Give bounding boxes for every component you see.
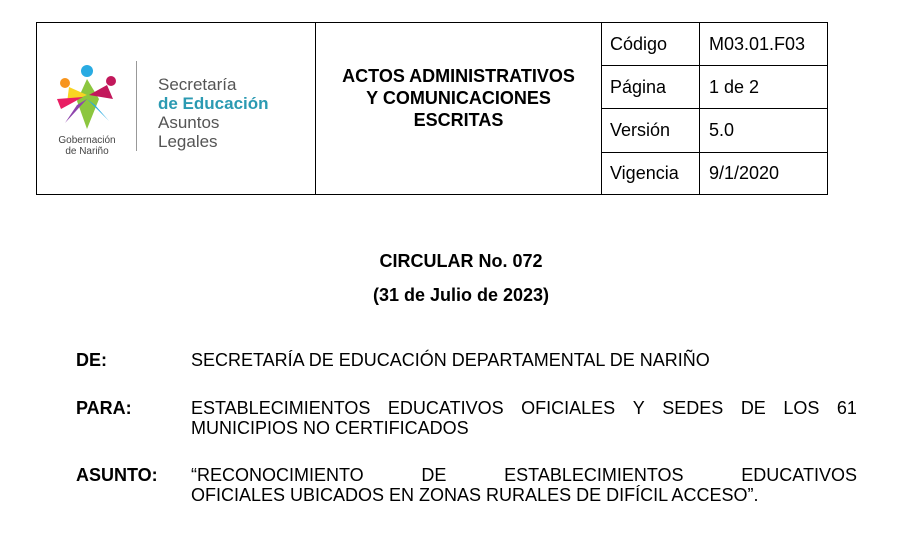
title-line2: Y COMUNICACIONES — [366, 87, 551, 108]
document-type-title — [342, 65, 575, 131]
justified-word: “RECONOCIMIENTO — [191, 465, 364, 485]
meta-value: M03.01.F03 — [709, 33, 806, 54]
justified-word: 61 — [836, 398, 857, 418]
document-metadata-grid — [602, 23, 827, 194]
logo-line2: de Educación — [158, 94, 269, 113]
field-label: ASUNTO: — [76, 465, 158, 485]
gobernacion-label — [47, 135, 127, 157]
asunto-line2: OFICIALES UBICADOS EN ZONAS RURALES DE DIFÍCIL ACCESO”. — [191, 485, 759, 505]
field-value — [191, 465, 857, 505]
justified-word: SEDES — [662, 398, 724, 418]
justified-word: OFICIALES — [521, 398, 616, 418]
meta-row-version — [602, 109, 827, 153]
para-line2: MUNICIPIOS NO CERTIFICADOS — [191, 418, 469, 438]
justified-word: EDUCATIVOS — [741, 465, 857, 485]
justified-word: LOS — [783, 398, 820, 418]
circular-date: (31 de Julio de 2023) — [372, 285, 550, 305]
meta-row-codigo — [602, 23, 827, 66]
meta-row-vigencia — [602, 153, 827, 194]
justified-word: EDUCATIVOS — [387, 398, 504, 418]
para-line1 — [191, 398, 857, 418]
meta-value: 5.0 — [709, 120, 735, 140]
meta-value: 1 de 2 — [709, 76, 760, 97]
document-type-title-cell — [316, 23, 602, 194]
asunto-line1 — [191, 465, 857, 485]
logo-cell — [37, 23, 316, 194]
title-line3: ESCRITAS — [413, 109, 504, 130]
meta-label: Versión — [602, 109, 700, 152]
justified-word: DE — [421, 465, 447, 485]
gob-line1: Gobernación — [58, 135, 116, 146]
field-value: SECRETARÍA DE EDUCACIÓN DEPARTAMENTAL DE NARIÑO — [191, 350, 710, 370]
justified-word: Y — [632, 398, 645, 418]
meta-label: Código — [602, 23, 700, 65]
circular-title: CIRCULAR No. 072 — [379, 251, 543, 271]
meta-value: 9/1/2020 — [709, 163, 780, 183]
logo-line1: Secretaría — [158, 75, 237, 94]
justified-word: DE — [740, 398, 766, 418]
meta-label: Vigencia — [602, 153, 700, 194]
meta-row-pagina — [602, 66, 827, 109]
star-people-icon — [47, 59, 127, 135]
gob-line2: de Nariño — [65, 146, 109, 157]
title-line1: ACTOS ADMINISTRATIVOS — [342, 65, 575, 86]
meta-label: Página — [602, 66, 700, 108]
document-header-table — [36, 22, 828, 195]
field-label: DE: — [76, 350, 107, 370]
logo-line3: Asuntos — [158, 113, 220, 132]
secretaria-logo-text — [158, 75, 269, 151]
justified-word: ESTABLECIMIENTOS — [191, 398, 371, 418]
field-value — [191, 398, 857, 438]
field-label: PARA: — [76, 398, 132, 418]
logo-divider — [136, 61, 137, 151]
justified-word: ESTABLECIMIENTOS — [504, 465, 684, 485]
logo-line4: Legales — [158, 132, 218, 151]
